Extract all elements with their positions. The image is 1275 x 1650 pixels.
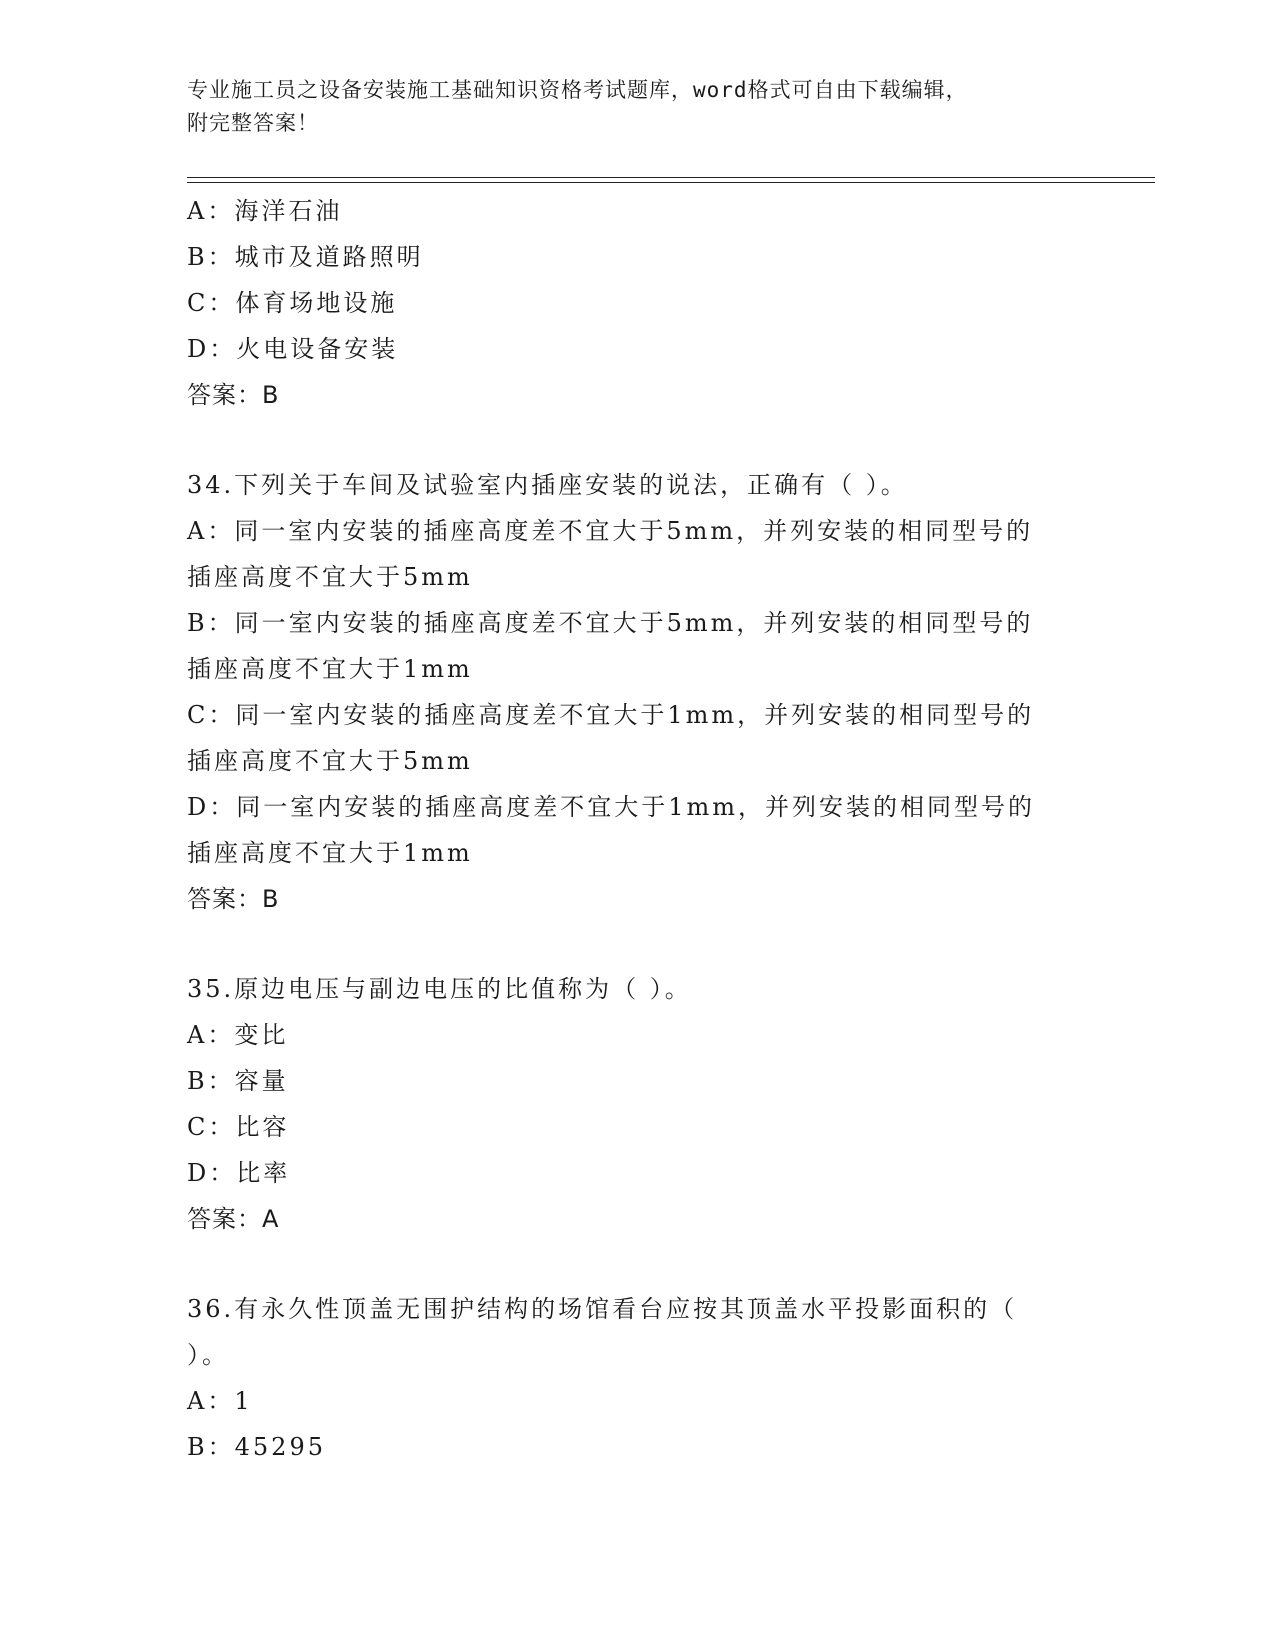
option-line: 插座高度不宜大于1mm xyxy=(187,655,473,683)
option-line: B：同一室内安装的插座高度差不宜大于5mm，并列安装的相同型号的 xyxy=(187,609,1034,637)
question-block xyxy=(187,1286,1087,1470)
option-line: B：45295 xyxy=(187,1433,326,1461)
question-text: 36.有永久性顶盖无围护结构的场馆看台应按其顶盖水平投影面积的（ xyxy=(187,1295,1018,1323)
option-line: A：海洋石油 xyxy=(187,197,343,225)
option-line: C：比容 xyxy=(187,1113,290,1141)
option-line: A：同一室内安装的插座高度差不宜大于5mm，并列安装的相同型号的 xyxy=(187,517,1034,545)
option-line: B：城市及道路照明 xyxy=(187,243,424,271)
question-block xyxy=(187,966,1087,1242)
header-line-2: 附完整答案！ xyxy=(187,111,319,135)
option-line: C：同一室内安装的插座高度差不宜大于1mm，并列安装的相同型号的 xyxy=(187,701,1035,729)
option-line: A：1 xyxy=(187,1387,253,1415)
answer-line: 答案：B xyxy=(187,885,280,913)
option-line: B：容量 xyxy=(187,1067,289,1095)
question-block xyxy=(187,462,1087,922)
answer-line: 答案：A xyxy=(187,1205,280,1233)
page-header xyxy=(187,74,1087,140)
header-divider xyxy=(187,177,1155,183)
option-line: C：体育场地设施 xyxy=(187,289,398,317)
document-body xyxy=(187,188,1087,1470)
answer-line: 答案：B xyxy=(187,381,280,409)
option-line: D：火电设备安装 xyxy=(187,335,399,363)
option-line: D：比率 xyxy=(187,1159,291,1187)
option-line: 插座高度不宜大于5mm xyxy=(187,747,473,775)
option-line: D：同一室内安装的插座高度差不宜大于1mm，并列安装的相同型号的 xyxy=(187,793,1036,821)
option-line: 插座高度不宜大于1mm xyxy=(187,839,473,867)
question-text: 35.原边电压与副边电压的比值称为（ ）。 xyxy=(187,975,692,1003)
header-line-1: 专业施工员之设备安装施工基础知识资格考试题库，word格式可自由下载编辑， xyxy=(187,78,968,102)
question-block xyxy=(187,188,1087,418)
question-text-continued: ）。 xyxy=(187,1341,229,1369)
option-line: A：变比 xyxy=(187,1021,289,1049)
option-line: 插座高度不宜大于5mm xyxy=(187,563,473,591)
question-text: 34.下列关于车间及试验室内插座安装的说法，正确有（ ）。 xyxy=(187,471,908,499)
